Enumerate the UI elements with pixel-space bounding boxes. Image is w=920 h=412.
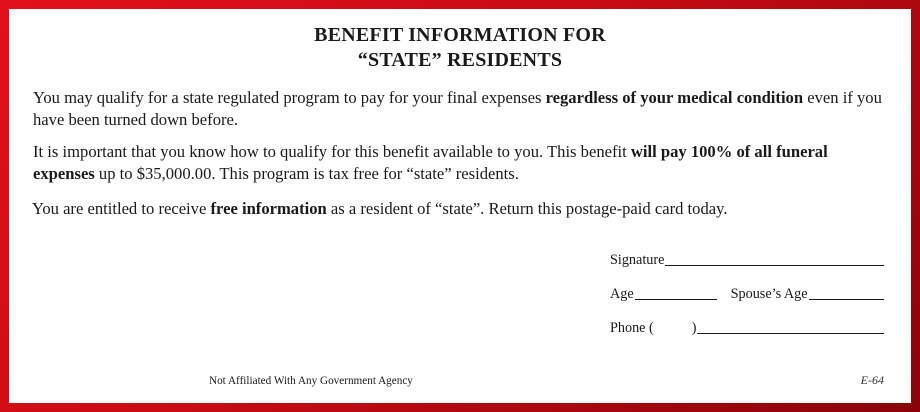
age-label: Age [610,286,634,302]
paragraph-bold: regardless of your medical condition [545,88,804,107]
paragraph-text: You may qualify for a state regulated program to pay for your final expenses [33,88,546,107]
reply-card [9,9,911,403]
age-row [610,283,884,303]
spouse-age-label: Spouse’s Age [730,286,808,302]
paragraph-text: You are entitled to receive [32,199,211,218]
phone-row [610,317,884,337]
card-title [9,23,911,73]
phone-label: Phone ( [610,320,654,336]
title-line-1: BENEFIT INFORMATION FOR [314,24,606,46]
paragraph-benefit [33,141,891,185]
paragraph-bold: will pay 100% of all funeral expenses [33,142,828,183]
paragraph-text: up to $35,000.00. This program is tax free for “state” residents. [94,164,519,183]
paragraph-bold: free information [210,199,327,218]
signature-label: Signature [610,252,665,268]
form-code: E-64 [860,373,884,387]
paragraph-entitled [32,198,890,220]
disclaimer: Not Affiliated With Any Government Agency [209,375,413,387]
paragraph-qualify [33,87,891,131]
paragraph-text: It is important that you know how to qualify for this benefit available to you. This benefit [33,142,631,161]
title-line-2: “STATE” RESIDENTS [357,49,563,71]
age-field[interactable] [635,285,717,300]
signature-row [610,249,884,269]
signature-field[interactable] [665,251,884,266]
phone-paren-close: ) [691,320,697,336]
spouse-age-field[interactable] [809,285,885,300]
paragraph-text: as a resident of “state”. Return this postage-paid card today. [326,199,728,218]
paragraph-text: even if you have been turned down before. [33,88,882,129]
phone-number-field[interactable] [697,319,884,334]
